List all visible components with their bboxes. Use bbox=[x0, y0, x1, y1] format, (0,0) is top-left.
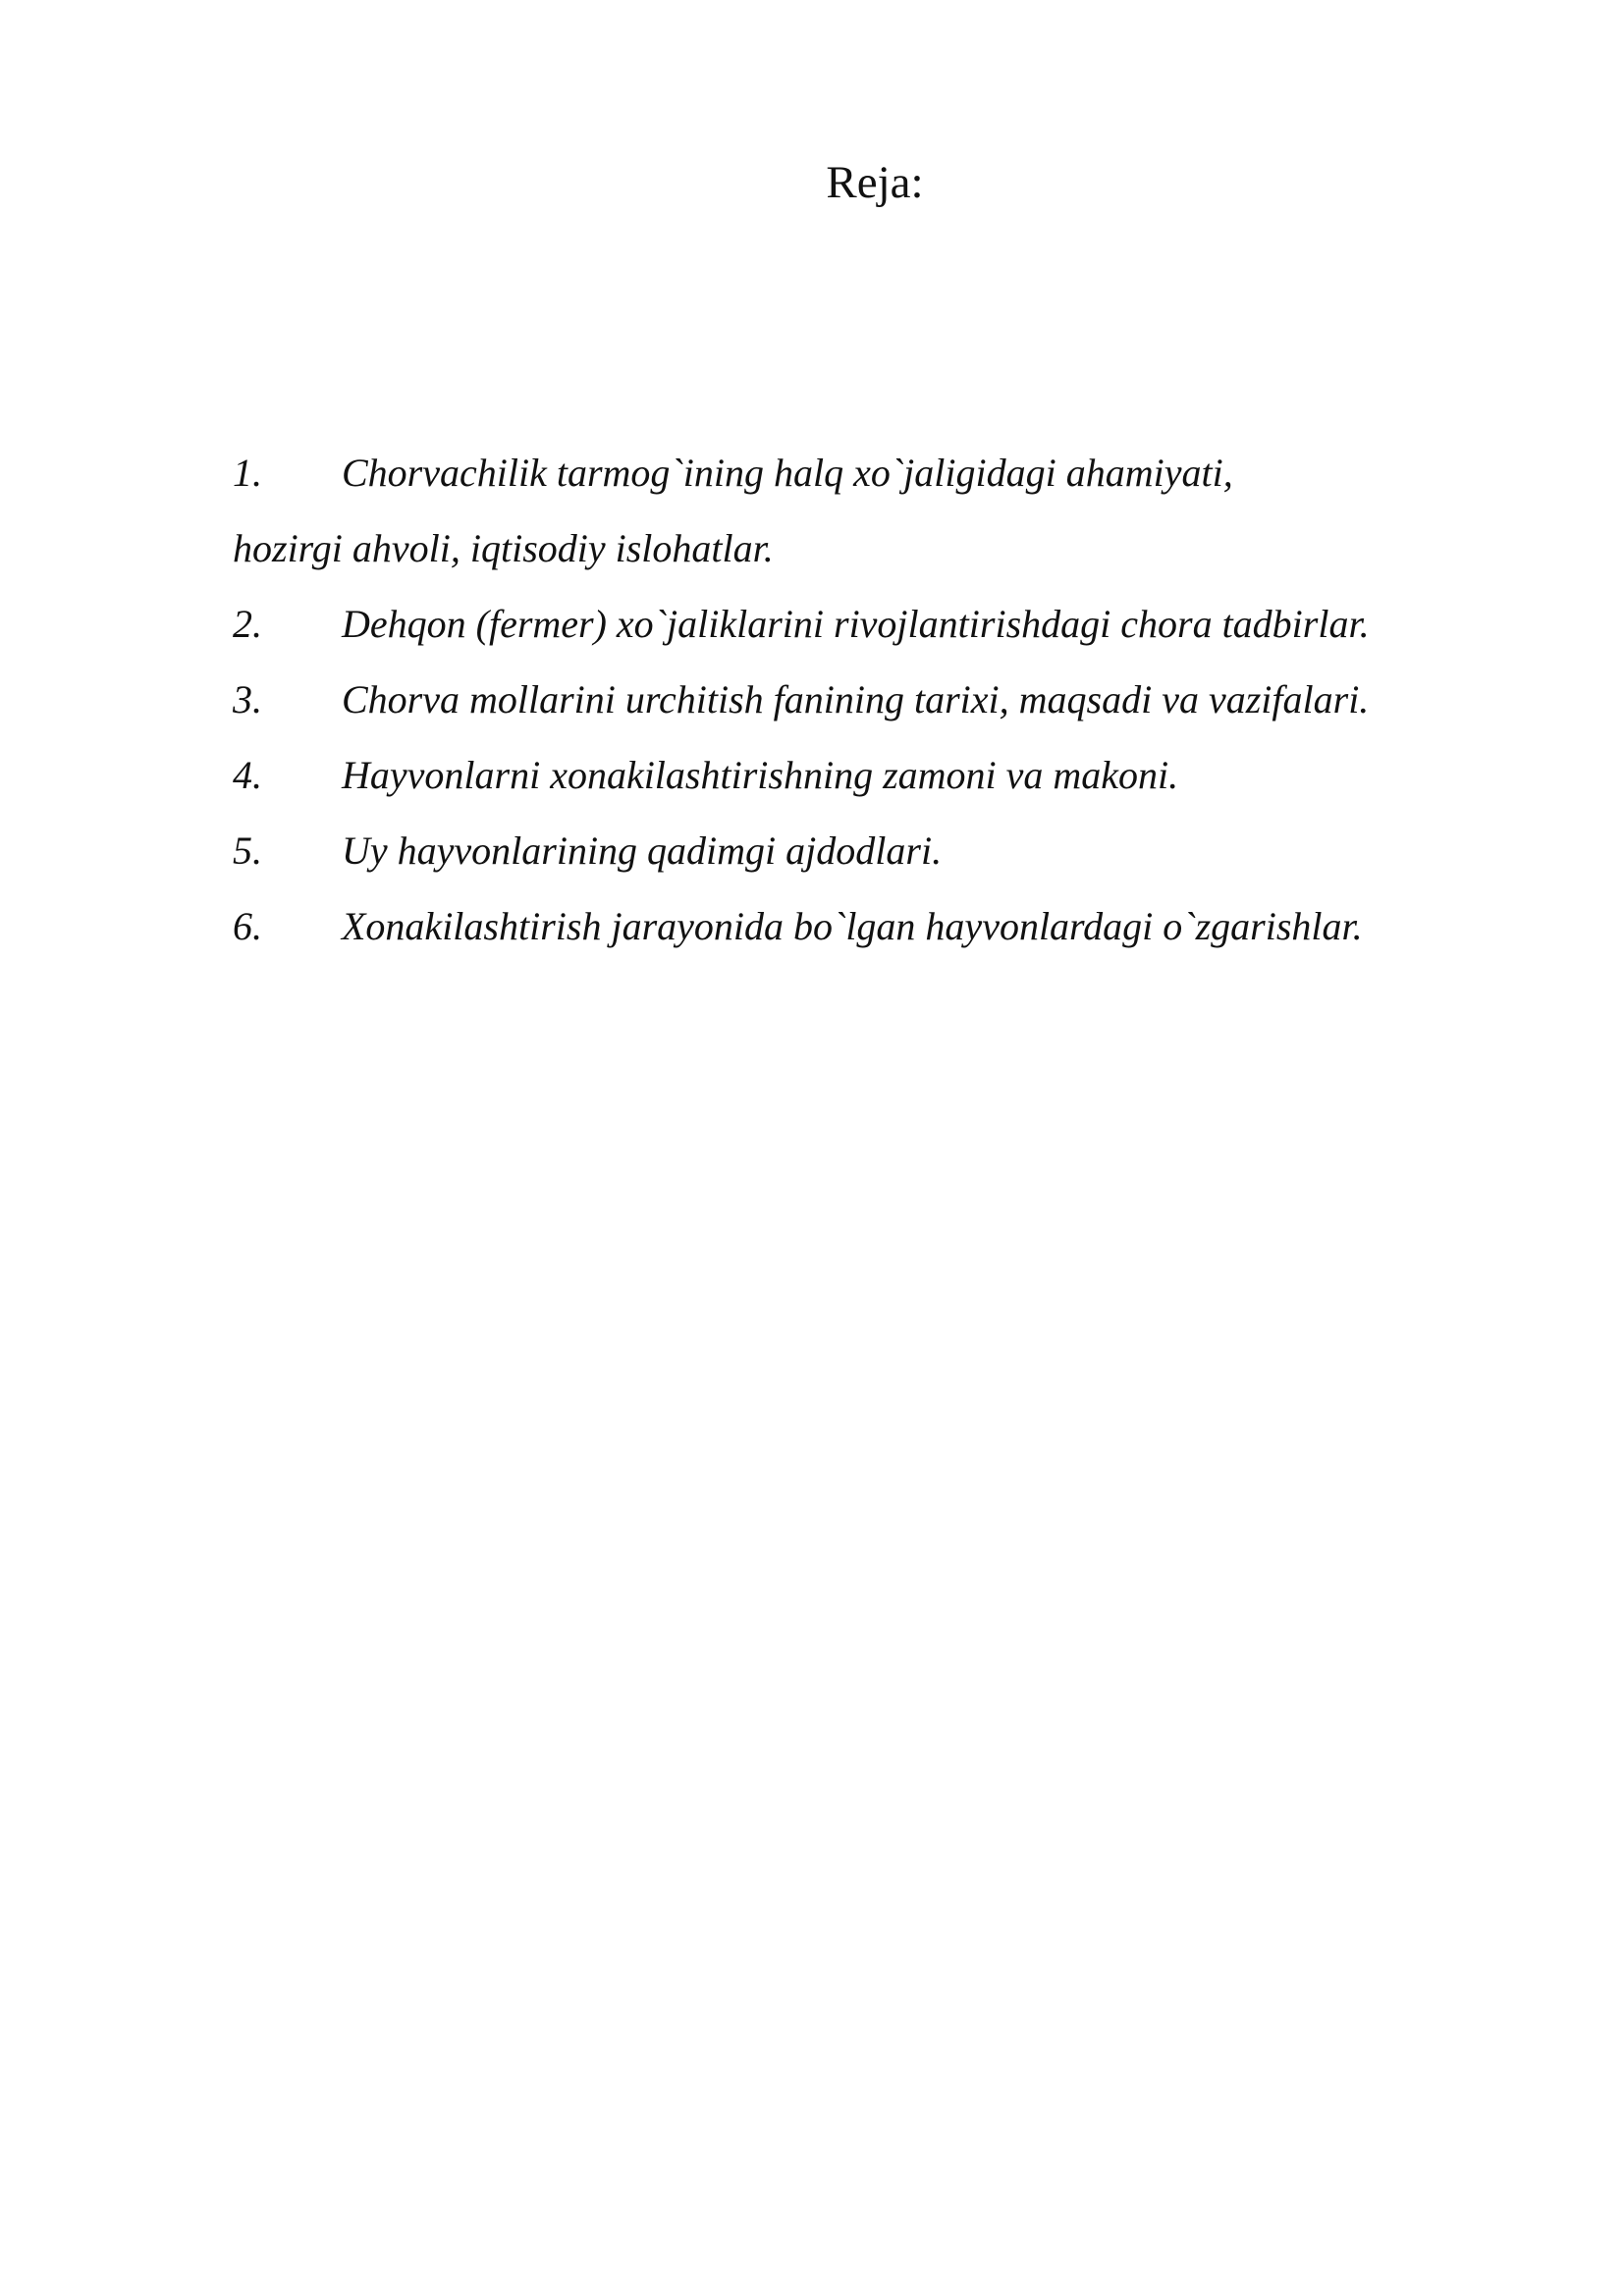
list-item-text: Uy hayvonlarining qadimgi ajdodlari. bbox=[342, 828, 943, 873]
list-item-number: 3. bbox=[233, 677, 262, 721]
list-item-number: 2. bbox=[233, 602, 262, 646]
list-item bbox=[233, 597, 1370, 672]
list-item-number: 5. bbox=[233, 828, 262, 873]
list-item-number: 4. bbox=[233, 753, 262, 797]
list-item-number: 6. bbox=[233, 904, 262, 948]
list-item-text: Chorvachilik tarmog`ining halq xo`jaligidagi ahamiyati, bbox=[342, 451, 1233, 495]
list-item-text: Hayvonlarni xonakilashtirishning zamoni va makoni. bbox=[342, 753, 1179, 797]
list-item-continuation: hozirgi ahvoli, iqtisodiy islohatlar. bbox=[233, 526, 774, 570]
list-item bbox=[233, 824, 1370, 899]
plan-list-continued bbox=[233, 597, 1370, 975]
list-item bbox=[233, 748, 1370, 824]
list-item bbox=[233, 446, 1548, 521]
list-item bbox=[233, 899, 1370, 975]
list-item-text: Dehqon (fermer) xo`jaliklarini rivojlantirishdagi chora tadbirlar. bbox=[342, 602, 1370, 646]
page-title: Reja: bbox=[826, 157, 924, 208]
plan-list bbox=[233, 446, 1548, 521]
list-item bbox=[233, 672, 1370, 748]
list-item-text: Chorva mollarini urchitish fanining tarixi, maqsadi va vazifalari. bbox=[342, 677, 1370, 721]
list-item-number: 1. bbox=[233, 451, 262, 495]
list-item-text: Xonakilashtirish jarayonida bo`lgan hayvonlardagi o`zgarishlar. bbox=[342, 904, 1363, 948]
